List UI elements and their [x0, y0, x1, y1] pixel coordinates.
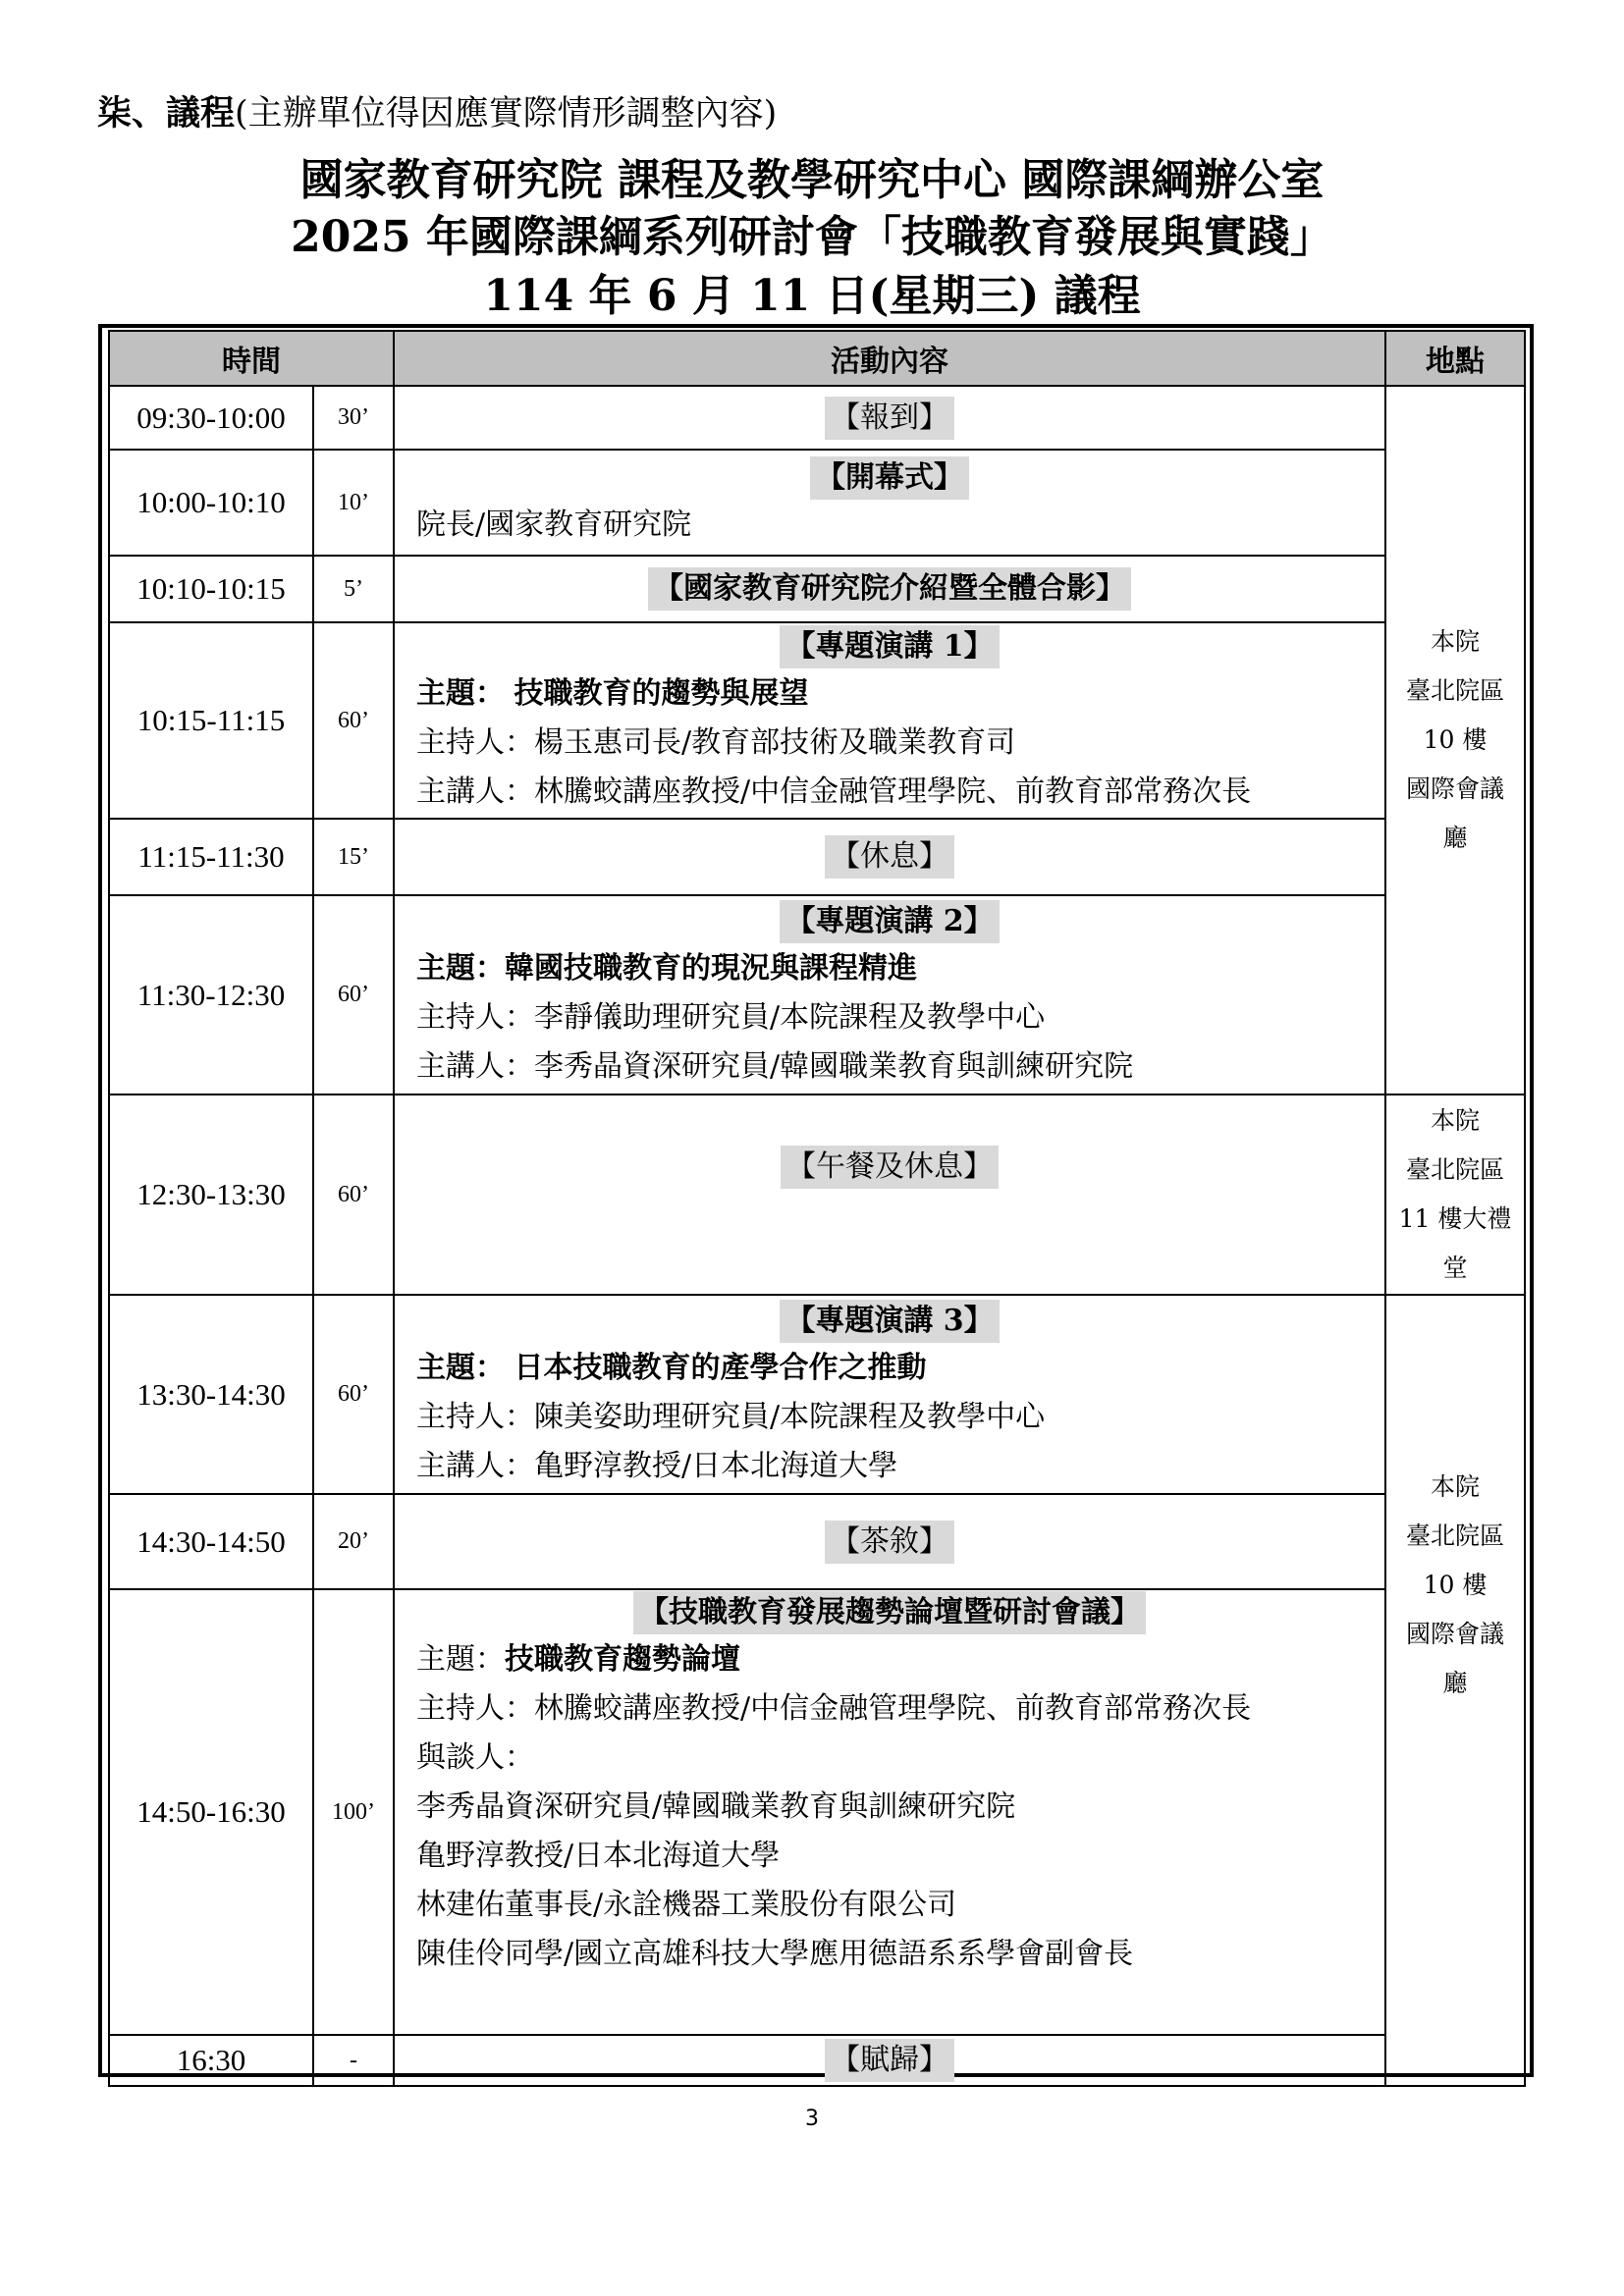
content-cell — [394, 1494, 1385, 1589]
content-cell — [394, 556, 1385, 622]
session-tag: 【休息】 — [825, 835, 954, 879]
time-cell: 09:30-10:00 — [109, 386, 313, 450]
duration-cell: 100’ — [313, 1589, 394, 2035]
topic-line: 主題： 日本技職教育的產學合作之推動 — [416, 1350, 927, 1385]
duration-cell: 30’ — [313, 386, 394, 450]
venue-cell-lunch: 本院 臺北院區 11 樓大禮 堂 — [1385, 1095, 1525, 1295]
topic-line: 主題： 技職教育的趨勢與展望 — [416, 676, 809, 711]
time-cell: 14:50-16:30 — [109, 1589, 313, 2035]
section-title: 柒、議程 — [97, 93, 236, 133]
table-row — [109, 2035, 1525, 2086]
time-cell: 16:30 — [109, 2035, 313, 2086]
table-row — [109, 1095, 1525, 1295]
table-row — [109, 819, 1525, 895]
table-row — [109, 386, 1525, 450]
section-heading — [97, 93, 778, 133]
table-row — [109, 1589, 1525, 2035]
content-cell — [394, 1589, 1385, 2035]
header-venue: 地點 — [1385, 331, 1525, 386]
duration-cell: 10’ — [313, 450, 394, 556]
time-cell: 10:15-11:15 — [109, 622, 313, 819]
session-tag: 【專題演講 2】 — [780, 900, 999, 943]
content-line: 主持人：楊玉惠司長/教育部技術及職業教育司 — [416, 725, 1016, 760]
page-number: 3 — [805, 2107, 819, 2131]
session-tag: 【午餐及休息】 — [781, 1146, 999, 1189]
content-cell — [394, 2035, 1385, 2086]
content-line: 亀野淳教授/日本北海道大學 — [416, 1839, 781, 1873]
table-header-row — [109, 331, 1525, 386]
duration-cell: 20’ — [313, 1494, 394, 1589]
content-line: 主持人：李靜儀助理研究員/本院課程及教學中心 — [416, 999, 1046, 1035]
content-line: 與談人： — [416, 1740, 534, 1775]
session-tag: 【國家教育研究院介紹暨全體合影】 — [648, 567, 1131, 611]
topic-line: 主題：技職教育趨勢論壇 — [416, 1642, 740, 1677]
time-cell: 11:15-11:30 — [109, 819, 313, 895]
section-note: (主辦單位得因應實際情形調整內容) — [235, 94, 778, 133]
content-line: 主講人：林騰蛟講座教授/中信金融管理學院、前教育部常務次長 — [416, 774, 1252, 809]
org-title: 國家教育研究院 課程及教學研究中心 國際課綱辦公室 — [299, 155, 1325, 205]
session-tag: 【專題演講 1】 — [780, 625, 999, 668]
duration-cell: 60’ — [313, 1295, 394, 1494]
time-cell: 12:30-13:30 — [109, 1095, 313, 1295]
content-cell — [394, 1095, 1385, 1295]
duration-cell: 60’ — [313, 895, 394, 1095]
table-row — [109, 450, 1525, 556]
content-cell — [394, 819, 1385, 895]
table-row — [109, 622, 1525, 819]
duration-cell: 15’ — [313, 819, 394, 895]
session-tag: 【賦歸】 — [825, 2039, 954, 2082]
content-cell — [394, 622, 1385, 819]
content-line: 林建佑董事長/永詮機器工業股份有限公司 — [416, 1888, 957, 1922]
duration-cell: 60’ — [313, 1095, 394, 1295]
header-content: 活動內容 — [394, 331, 1385, 386]
session-tag: 【茶敘】 — [825, 1521, 954, 1564]
content-line: 院長/國家教育研究院 — [416, 507, 692, 542]
content-line: 李秀晶資深研究員/韓國職業教育與訓練研究院 — [416, 1789, 1016, 1824]
event-title: 2025 年國際課綱系列研討會「技職教育發展與實踐」 — [291, 212, 1333, 262]
time-cell: 11:30-12:30 — [109, 895, 313, 1095]
duration-cell: - — [313, 2035, 394, 2086]
content-cell — [394, 1295, 1385, 1494]
content-line: 主持人：陳美姿助理研究員/本院課程及教學中心 — [416, 1399, 1046, 1434]
table-row — [109, 1295, 1525, 1494]
venue-cell-afternoon: 本院 臺北院區 10 樓 國際會議 廳 — [1385, 1295, 1525, 2086]
header-time: 時間 — [109, 331, 394, 386]
venue-cell-morning: 本院 臺北院區 10 樓 國際會議 廳 — [1385, 386, 1525, 1095]
content-cell — [394, 895, 1385, 1095]
topic-line: 主題：韓國技職教育的現況與課程精進 — [416, 950, 917, 986]
content-line: 主講人：李秀晶資深研究員/韓國職業教育與訓練研究院 — [416, 1048, 1134, 1084]
time-cell: 13:30-14:30 — [109, 1295, 313, 1494]
time-cell: 10:10-10:15 — [109, 556, 313, 622]
table-row — [109, 556, 1525, 622]
session-tag: 【專題演講 3】 — [780, 1300, 999, 1343]
agenda-table — [108, 330, 1526, 2087]
session-tag: 【技職教育發展趨勢論壇暨研討會議】 — [633, 1591, 1146, 1634]
content-line: 主講人：亀野淳教授/日本北海道大學 — [416, 1448, 898, 1483]
content-cell — [394, 450, 1385, 556]
session-tag: 【開幕式】 — [810, 456, 969, 500]
duration-cell: 60’ — [313, 622, 394, 819]
content-line: 主持人：林騰蛟講座教授/中信金融管理學院、前教育部常務次長 — [416, 1691, 1252, 1726]
content-line: 陳佳伶同學/國立高雄科技大學應用德語系系學會副會長 — [416, 1937, 1134, 1971]
session-tag: 【報到】 — [825, 397, 954, 440]
duration-cell: 5’ — [313, 556, 394, 622]
time-cell: 10:00-10:10 — [109, 450, 313, 556]
content-cell — [394, 386, 1385, 450]
table-row — [109, 1494, 1525, 1589]
date-title: 114 年 6 月 11 日(星期三) 議程 — [483, 271, 1141, 321]
table-row — [109, 895, 1525, 1095]
time-cell: 14:30-14:50 — [109, 1494, 313, 1589]
